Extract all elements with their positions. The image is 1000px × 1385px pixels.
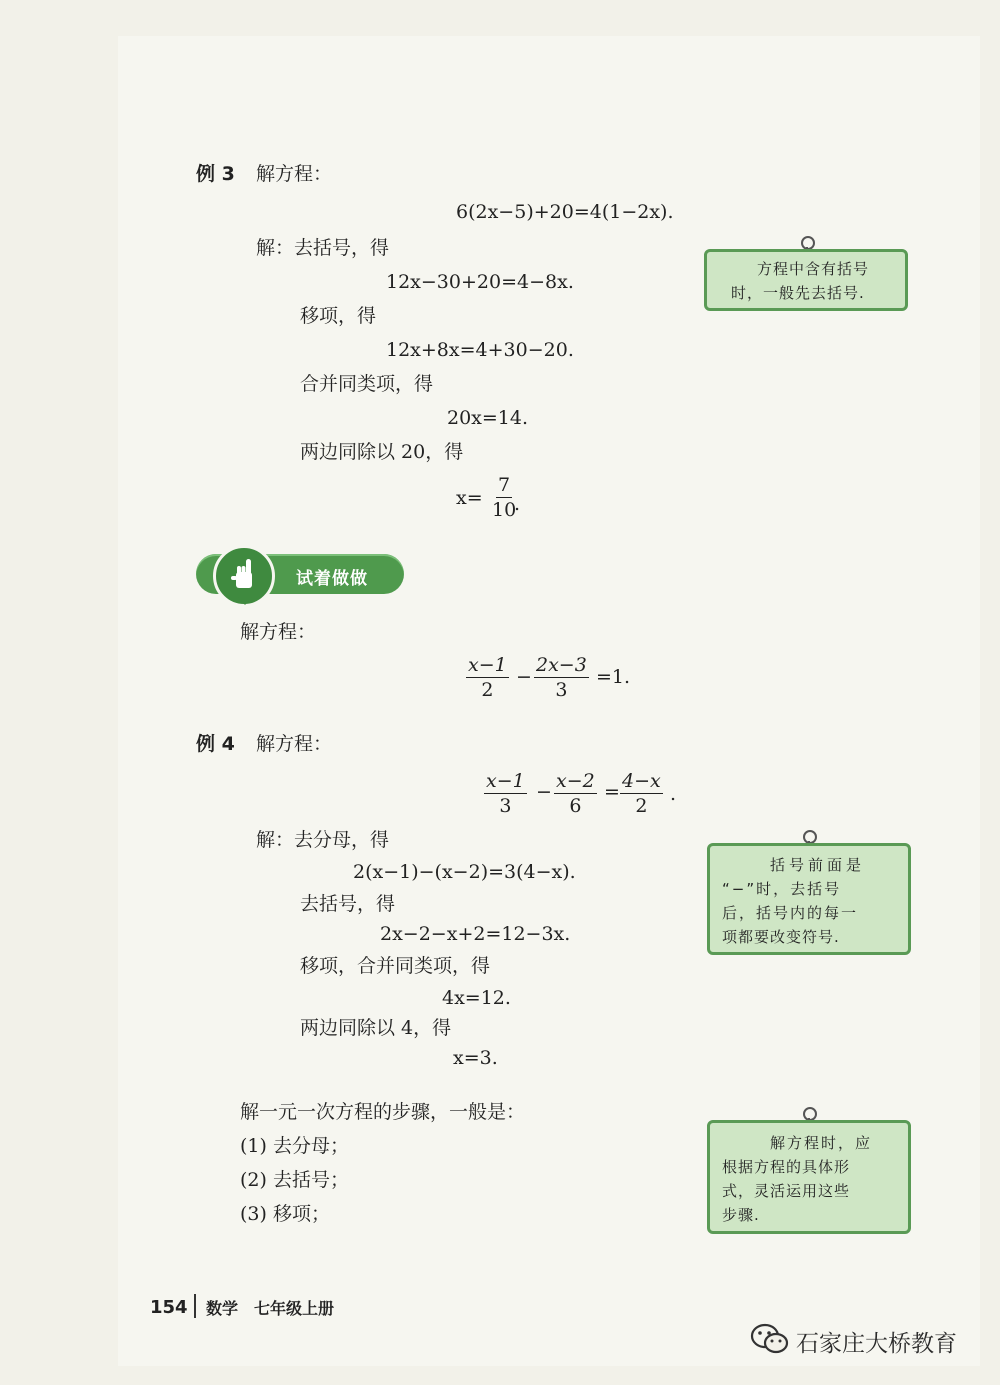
tip-box-flexible-steps [707,1120,911,1234]
example3-equation: 6(2x−5)+20=4(1−2x). [456,201,674,223]
example4-eq3: 4x=12. [442,987,511,1009]
example4-prompt: 解方程： [256,733,333,755]
example4-step4: 两边同除以 4，得 [300,1017,452,1039]
example3-eq3: 20x=14. [447,407,529,429]
example4-fraction-1 [484,770,527,817]
tip-line: 步骤. [722,1206,760,1224]
fraction-denominator: 3 [499,795,512,817]
example3-result-lhs: x= [456,487,483,509]
equation-end: . [670,783,677,805]
pin-icon [803,830,817,844]
example3-step3: 合并同类项，得 [300,373,434,395]
tip-line: 方程中含有括号 [757,260,870,278]
tip-line: 时，一般先去括号. [731,284,865,302]
example3-result-end: . [514,493,521,515]
try-it-prompt: 解方程： [240,621,317,643]
page-number: 154 [150,1297,188,1318]
hand-icon [216,548,272,604]
steps-item: (1) 去分母； [240,1135,349,1157]
example3-step1: 解：去括号，得 [256,237,390,259]
example4-fraction-3 [620,770,663,817]
fraction-denominator: 3 [555,679,568,701]
example4-step1: 解：去分母，得 [256,829,390,851]
steps-item: (3) 移项； [240,1203,330,1225]
example3-label: 例 3 [196,163,235,185]
minus-sign: − [516,666,532,688]
example3-eq1: 12x−30+20=4−8x. [386,271,574,293]
pin-icon [801,236,815,250]
try-it-label: 试着做做 [296,569,368,589]
example4-eq2: 2x−2−x+2=12−3x. [380,923,571,945]
example4-step2: 去括号，得 [300,893,396,915]
fraction-denominator: 2 [481,679,494,701]
tip-line: 项都要改变符号. [722,928,840,946]
footer-subject: 数学 [206,1299,239,1318]
fraction-numerator: 4−x [622,770,661,792]
watermark-text: 石家庄大桥教育 [796,1331,957,1357]
footer-grade: 七年级上册 [254,1299,335,1318]
tip-line: 根据方程的具体形 [722,1158,851,1176]
tip-line: “−”时，去括号 [722,880,842,898]
try-it-fraction-1 [466,654,509,701]
tip-line: 括号前面是 [770,856,866,874]
fraction-numerator: x−2 [556,770,595,792]
fraction-numerator: x−1 [486,770,525,792]
fraction-numerator: 2x−3 [536,654,587,676]
minus-sign: − [536,781,552,803]
steps-intro: 解一元一次方程的步骤，一般是： [240,1101,526,1123]
example4-fraction-2 [554,770,597,817]
example4-eq1: 2(x−1)−(x−2)=3(4−x). [353,861,576,883]
example3-prompt: 解方程： [256,163,333,185]
tip-line: 解方程时，应 [770,1134,873,1152]
example3-eq2: 12x+8x=4+30−20. [386,339,574,361]
wechat-icon [750,1322,790,1356]
fraction-numerator: 7 [498,474,511,496]
fraction-numerator: x−1 [468,654,507,676]
example3-step4: 两边同除以 20，得 [300,441,464,463]
example4-label: 例 4 [196,733,235,755]
steps-item: (2) 去括号； [240,1169,349,1191]
fraction-denominator: 10 [492,499,517,521]
fraction-denominator: 2 [635,795,648,817]
fraction-denominator: 6 [569,795,582,817]
tip-line: 式，灵活运用这些 [722,1182,851,1200]
example4-eq4: x=3. [453,1047,498,1069]
tip-box-minus-sign [707,843,911,955]
example3-step2: 移项，得 [300,305,377,327]
tip-line: 后，括号内的每一 [722,904,859,922]
tip-box-parentheses [704,249,908,311]
chevron-down-icon [238,597,252,605]
pin-icon [803,1107,817,1121]
try-it-fraction-2 [534,654,589,701]
equation-rhs: =1. [596,666,631,688]
example4-step3: 移项，合并同类项，得 [300,955,491,977]
equals-sign: = [604,781,620,803]
footer-divider [194,1294,196,1318]
